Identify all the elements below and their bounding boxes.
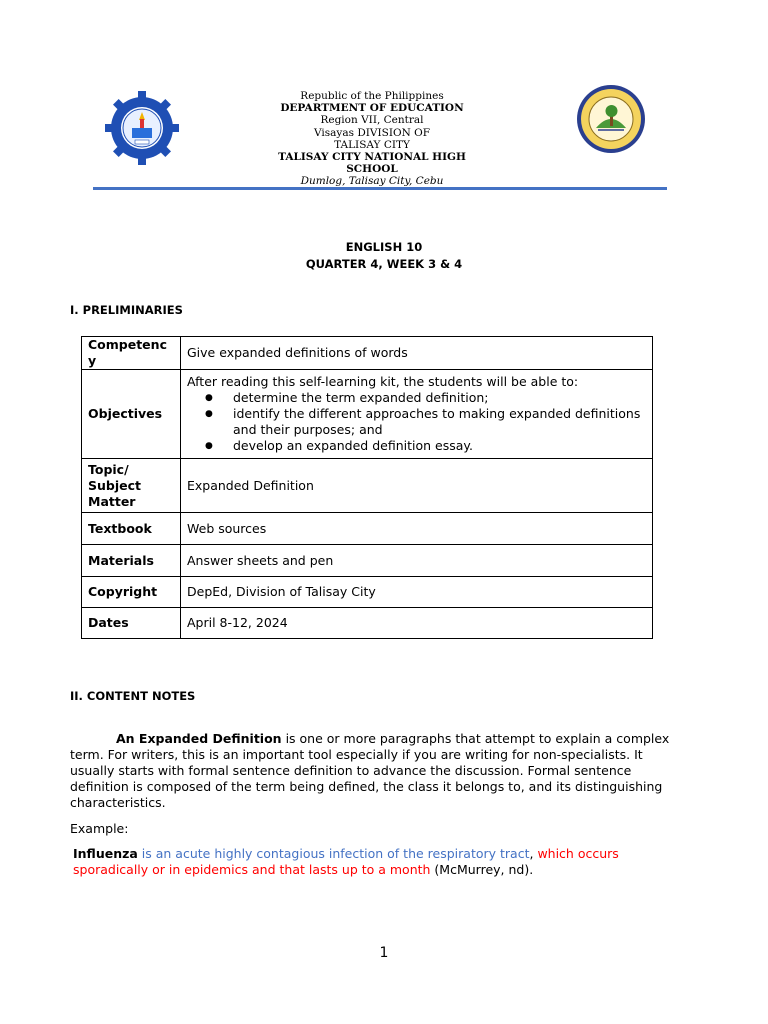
example-comma: , (529, 846, 534, 861)
letterhead-division: Visayas DIVISION OF (314, 126, 430, 139)
preliminaries-table (81, 336, 653, 639)
example-characteristics: which occurs sporadically or in epidemics and that lasts up to a month (73, 846, 619, 877)
header-divider (93, 187, 667, 190)
example-label: Example: (70, 821, 129, 836)
example-citation: (McMurrey, nd). (430, 862, 534, 877)
paragraph-body: is one or more paragraphs that attempt to explain a complex term. For writers, this is an important tool especially if you are writing for non-specialists. It usually starts with formal sentence definition to advance the discussion. Formal sentence definition is composed of the term being defined, the class it belongs to, and its distinguishing characteristics. (70, 731, 670, 810)
objectives-value (181, 370, 653, 459)
table-row (82, 513, 653, 545)
quarter-title: QUARTER 4, WEEK 3 & 4 (305, 257, 463, 271)
topic-label-line: Subject (88, 477, 141, 493)
school-seal-logo (104, 90, 180, 166)
list-item: ● determine the term expanded definition; (233, 390, 646, 406)
content-notes-heading: II. CONTENT NOTES (70, 689, 196, 703)
table-row (82, 577, 653, 608)
list-item: ● develop an expanded definition essay. (233, 438, 646, 454)
objectives-intro: After reading this self-learning kit, the students will be able to: (187, 374, 579, 389)
expanded-definition-paragraph (70, 731, 690, 811)
example-definition (70, 846, 693, 878)
dates-value: April 8-12, 2024 (181, 608, 653, 639)
letterhead-region: Region VII, Central (320, 114, 424, 127)
letterhead-school-name-cont: SCHOOL (346, 163, 398, 176)
copyright-value: DepEd, Division of Talisay City (181, 577, 653, 608)
copyright-label: Copyright (82, 577, 181, 608)
textbook-label: Textbook (82, 513, 181, 545)
preliminaries-heading: I. PRELIMINARIES (70, 303, 183, 317)
table-row (82, 459, 653, 513)
competency-value: Give expanded definitions of words (181, 337, 653, 370)
objectives-label: Objectives (82, 370, 181, 459)
competency-label-line: Competenc (88, 337, 167, 352)
example-class: is an acute highly contagious infection of the respiratory tract (137, 846, 530, 861)
letterhead-republic: Republic of the Philippines (300, 90, 444, 102)
deped-division-seal-logo (576, 84, 646, 154)
letterhead-department: DEPARTMENT OF EDUCATION (280, 102, 464, 115)
textbook-value: Web sources (181, 513, 653, 545)
dates-label: Dates (82, 608, 181, 639)
materials-value: Answer sheets and pen (181, 545, 653, 577)
competency-label-line: y (88, 353, 97, 368)
competency-label (82, 337, 181, 370)
topic-label-line: Matter (88, 493, 136, 509)
term-bold: An Expanded Definition (116, 731, 282, 746)
table-row (82, 608, 653, 639)
list-item: ● identify the different approaches to making expanded definitions and their purposes; and (233, 406, 646, 438)
table-row (82, 370, 653, 459)
topic-value: Expanded Definition (181, 459, 653, 513)
topic-label (82, 459, 181, 513)
letterhead-address: Dumlog, Talisay City, Cebu (300, 175, 444, 188)
letterhead (262, 90, 482, 188)
topic-label-line: Topic/ (88, 461, 129, 477)
example-term: Influenza (73, 846, 138, 861)
letterhead-school-name: TALISAY CITY NATIONAL HIGH (278, 151, 466, 164)
subject-title: ENGLISH 10 (345, 240, 423, 254)
objectives-list (187, 390, 646, 454)
letterhead-city: TALISAY CITY (334, 138, 410, 151)
table-row (82, 545, 653, 577)
page-number: 1 (379, 945, 389, 961)
table-row (82, 337, 653, 370)
materials-label: Materials (82, 545, 181, 577)
